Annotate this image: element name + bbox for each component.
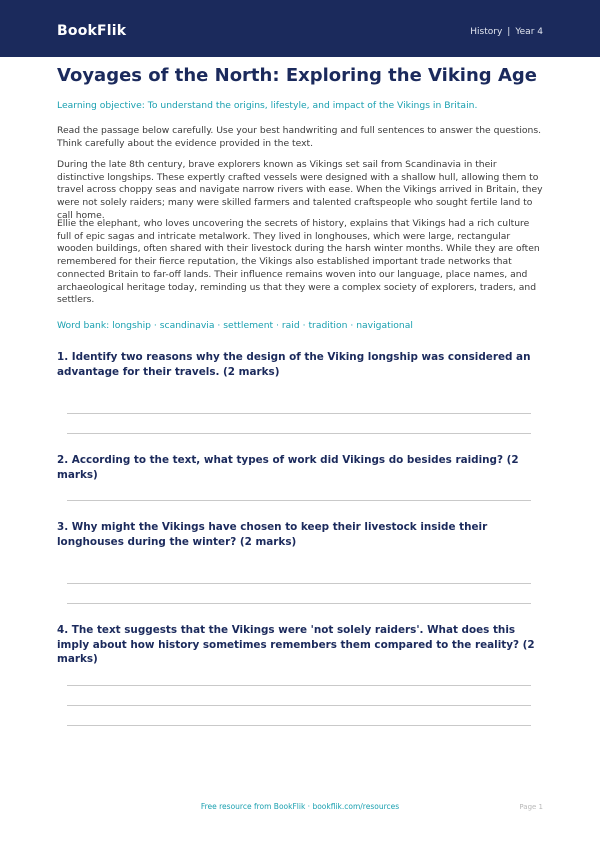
brand-logo: BookFlik [57, 23, 127, 39]
answer-line[interactable] [67, 413, 531, 414]
answer-line[interactable] [67, 433, 531, 434]
meta-separator: | [507, 27, 511, 37]
year-label: Year 4 [515, 27, 543, 37]
passage-paragraph-2: Ellie the elephant, who loves uncovering the secrets of history, explains that Vikings had a rich culture full of epic sagas and intricate metalwork. They lived in longhouses, which were large, rectangular wooden buildings, often shared with their livestock during the harsh winter months. While they are often remembered for their fierce reputation, the Vikings also established important trade networks that connected Britain to far-off lands. Their influence remains woven into our language, place names, and archaeological heritage today, reminding us that they were a complex society of explorers, traders, and settlers. [57, 218, 540, 306]
answer-line[interactable] [67, 603, 531, 604]
page-header [0, 0, 600, 57]
passage-paragraph-1: During the late 8th century, brave explorers known as Vikings set sail from Scandinavia in their distinctive longships. These expertly crafted vessels were designed with a shallow hull, allowing them to travel across choppy seas and navigate narrow rivers with ease. When the Vikings arrived in Britain, they were not solely raiders; many were skilled farmers and talented craftspeople who sought fertile land to call home. [57, 159, 543, 221]
footer-text: Free resource from BookFlik · bookflik.com/resources [200, 802, 400, 811]
question-3: 3. Why might the Vikings have chosen to keep their livestock inside their longhouses during the winter? (2 marks) [57, 521, 488, 548]
answer-line[interactable] [67, 685, 531, 686]
subject-label: History [470, 27, 503, 37]
answer-line[interactable] [67, 725, 531, 726]
worksheet-title: Voyages of the North: Exploring the Viking Age [57, 65, 537, 86]
answer-line[interactable] [67, 583, 531, 584]
question-1: 1. Identify two reasons why the design of the Viking longship was considered an advantage for their travels. (2 marks) [57, 351, 531, 378]
answer-line[interactable] [67, 500, 531, 501]
header-meta [470, 27, 543, 37]
answer-line[interactable] [67, 705, 531, 706]
question-4: 4. The text suggests that the Vikings were 'not solely raiders'. What does this imply about how history sometimes remembers them compared to the reality? (2 marks) [57, 624, 535, 665]
page-number: Page 1 [519, 803, 543, 811]
learning-objective: Learning objective: To understand the origins, lifestyle, and impact of the Vikings in Britain. [57, 100, 478, 111]
word-bank: Word bank: longship · scandinavia · settlement · raid · tradition · navigational [57, 320, 413, 331]
instructions-paragraph: Read the passage below carefully. Use your best handwriting and full sentences to answer the questions. Think carefully about the evidence provided in the text. [57, 125, 542, 149]
question-2: 2. According to the text, what types of work did Vikings do besides raiding? (2 marks) [57, 454, 519, 481]
